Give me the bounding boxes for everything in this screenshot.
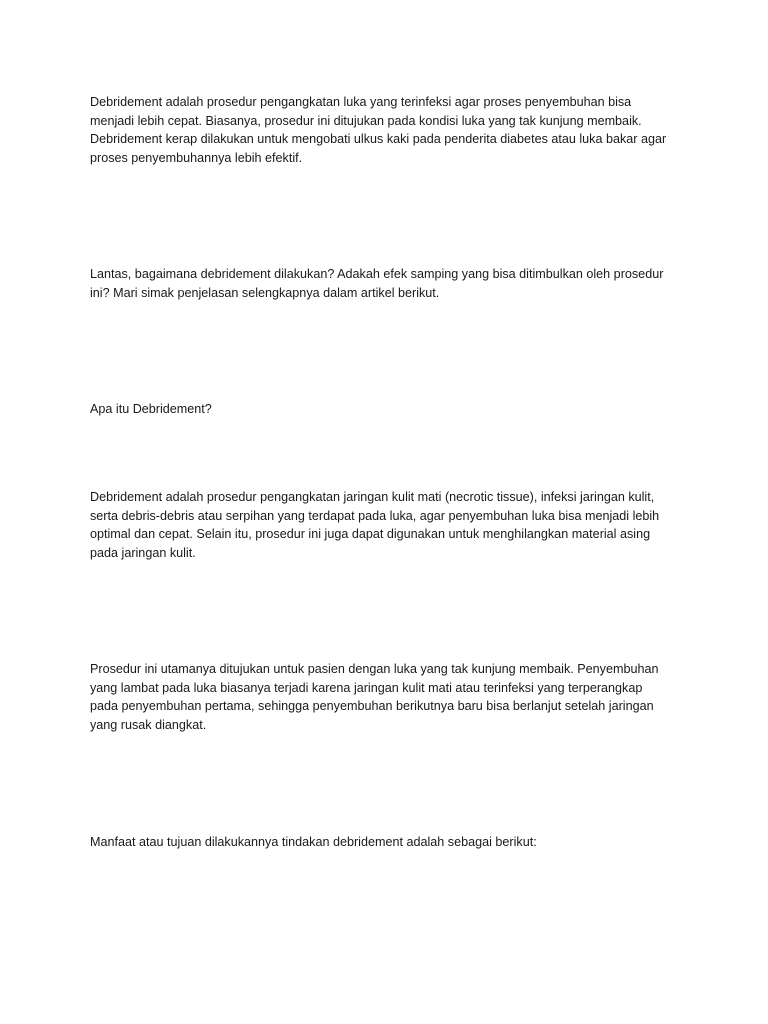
paragraph-indication: Prosedur ini utamanya ditujukan untuk pasien dengan luka yang tak kunjung membaik. Penyembuhan yang lambat pada luka biasanya terjadi karena jaringan kulit mati atau terinfeksi yang terperangkap pada penyembuhan pertama, sehingga penyembuhan berikutnya baru bisa berlanjut setelah jaringan yang rusak diangkat. — [90, 662, 659, 732]
paragraph-definition: Debridement adalah prosedur pengangkatan jaringan kulit mati (necrotic tissue), infeksi jaringan kulit, serta debris-debris atau serpihan yang terdapat pada luka, agar penyembuhan luka bisa menjadi lebih optimal dan cepat. Selain itu, prosedur ini juga dapat digunakan untuk menghilangkan material asing pada jaringan kulit. — [90, 490, 660, 560]
paragraph-intro: Debridement adalah prosedur pengangkatan luka yang terinfeksi agar proses penyembuhan bisa menjadi lebih cepat. Biasanya, prosedur ini ditujukan pada kondisi luka yang tak kunjung membaik. Debridement kerap dilakukan untuk mengobati ulkus kaki pada penderita diabetes atau luka bakar agar proses penyembuhannya lebih efektif. — [90, 95, 667, 165]
paragraph-question: Lantas, bagaimana debridement dilakukan? Adakah efek samping yang bisa ditimbulkan oleh prosedur ini? Mari simak penjelasan selengkapnya dalam artikel berikut. — [90, 267, 664, 300]
section-heading: Apa itu Debridement? — [90, 402, 212, 416]
paragraph-benefits-intro: Manfaat atau tujuan dilakukannya tindakan debridement adalah sebagai berikut: — [90, 835, 537, 849]
